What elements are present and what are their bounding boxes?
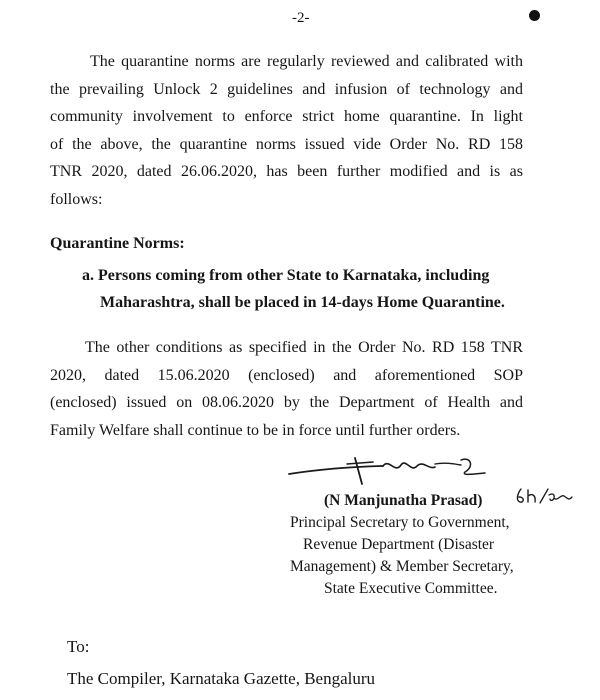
paragraph1-line: community involvement to enforce strict home quarantine. In light [50, 108, 523, 125]
designation-line: Revenue Department (Disaster [303, 536, 495, 553]
paragraph2-line: Family Welfare shall continue to be in force until further orders. [50, 421, 461, 439]
paragraph2-line: (enclosed) issued on 08.06.2020 by the Department of Health and [50, 394, 523, 411]
paragraph1-line: The quarantine norms are regularly reviewed and calibrated with [90, 53, 523, 70]
designation-line: Principal Secretary to Government, [290, 514, 510, 531]
page-number: -2- [292, 10, 310, 26]
paragraph1-line: of the above, the quarantine norms issued vide Order No. RD 158 [50, 135, 523, 153]
norm-item-a: a. Persons coming from other State to Karnataka, including [82, 267, 490, 284]
recipient-line: The Compiler, Karnataka Gazette, Bengaluru [67, 669, 376, 688]
punch-hole-mark [529, 10, 540, 21]
norms-heading: Quarantine Norms: [50, 235, 185, 252]
recipients-label: To: [67, 637, 90, 656]
paragraph1-line: follows: [50, 190, 103, 208]
norm-item-a-continued: Maharashtra, shall be placed in 14-days Home Quarantine. [100, 294, 505, 311]
paragraph2-line: 2020, dated 15.06.2020 (enclosed) and aforementioned SOP [50, 366, 523, 384]
signatory-name: (N Manjunatha Prasad) [324, 492, 483, 509]
handwritten-signature [285, 452, 495, 494]
paragraph1-line: TNR 2020, dated 26.06.2020, has been further modified and is as [50, 163, 523, 180]
paragraph2-line: The other conditions as specified in the Order No. RD 158 TNR [85, 339, 523, 356]
handwritten-date [514, 486, 574, 506]
paragraph1-line: the prevailing Unlock 2 guidelines and infusion of technology and [50, 80, 523, 98]
designation-line: Management) & Member Secretary, [290, 558, 514, 575]
designation-line: State Executive Committee. [324, 580, 498, 597]
